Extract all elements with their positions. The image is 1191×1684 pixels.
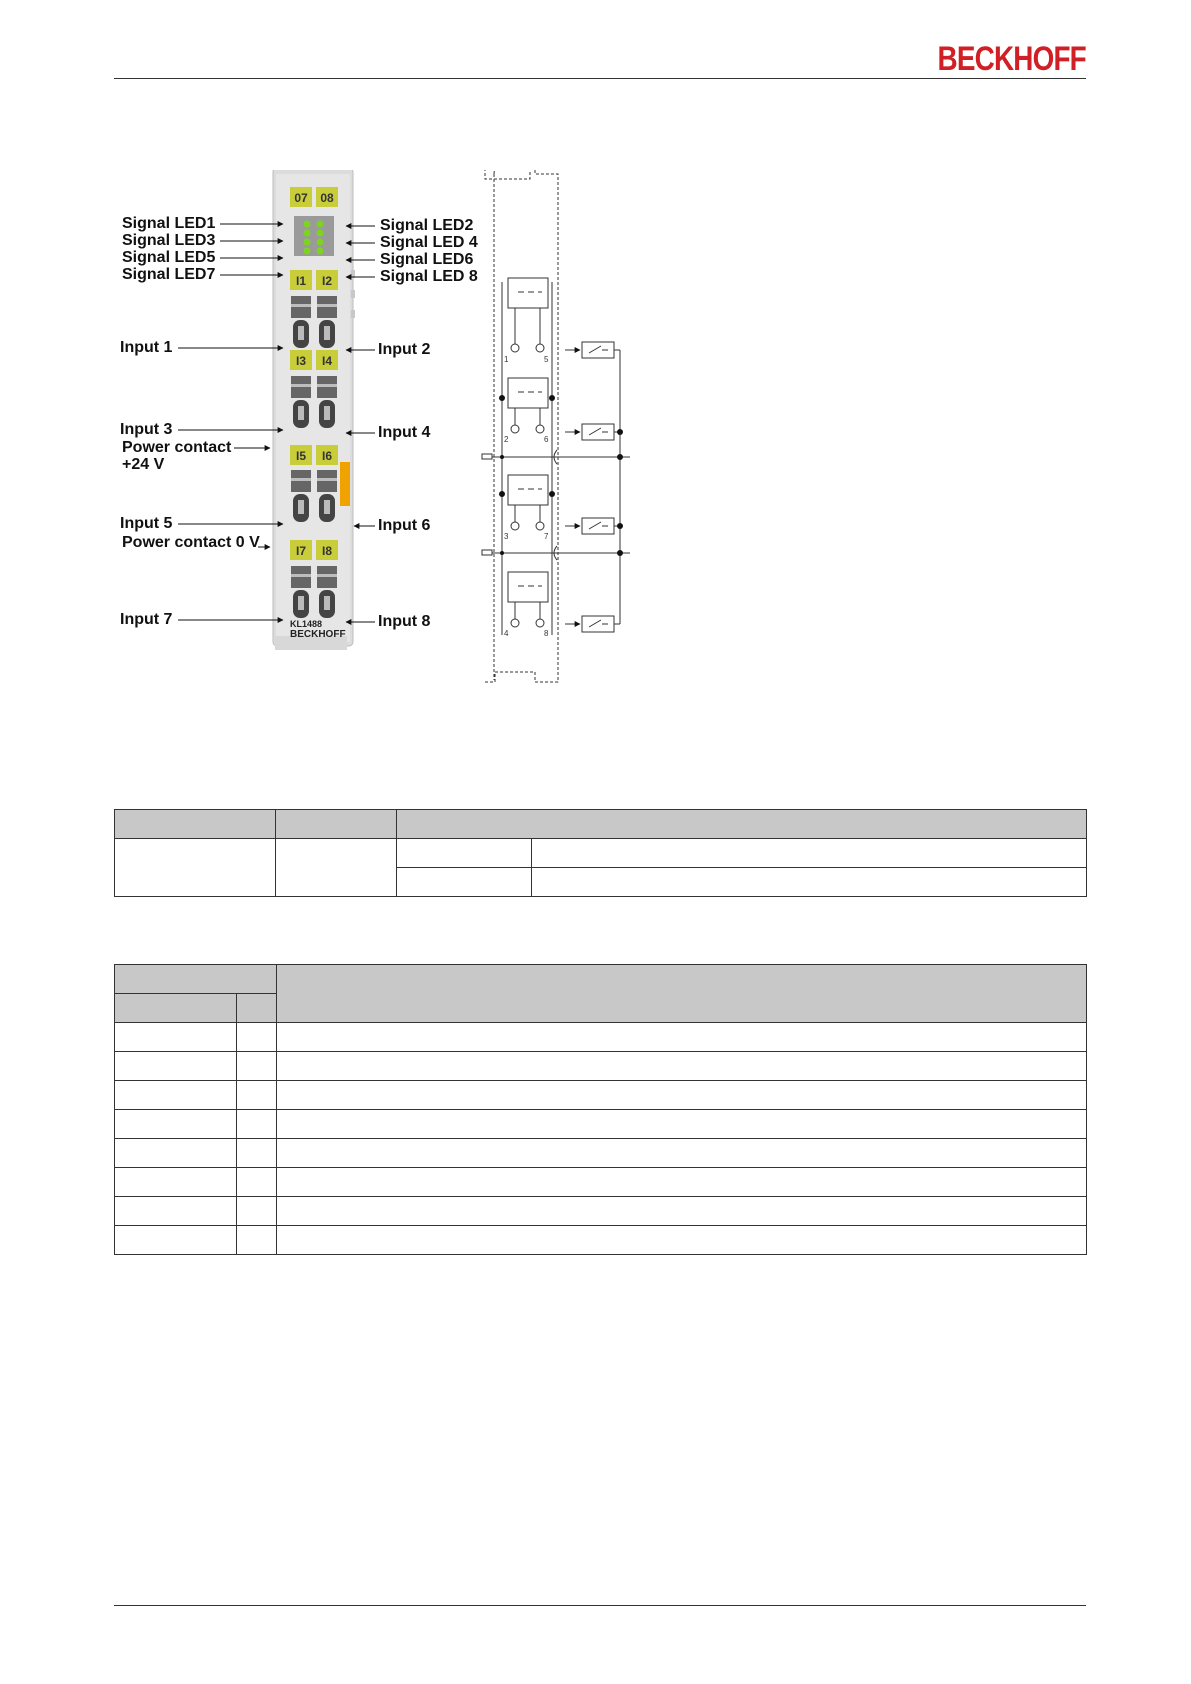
label-signal-led1: Signal LED1 <box>122 215 216 232</box>
table-row <box>115 1139 1087 1168</box>
led-window <box>294 216 334 256</box>
slot-label-i7 <box>290 540 312 560</box>
svg-text:07: 07 <box>294 191 308 205</box>
svg-text:I8: I8 <box>321 544 333 558</box>
table-header-cell <box>237 994 277 1023</box>
table-cell <box>277 1081 1087 1110</box>
table-cell <box>277 1168 1087 1197</box>
svg-text:I4: I4 <box>321 354 333 368</box>
label-input-7: Input 7 <box>120 611 173 628</box>
label-input-5: Input 5 <box>120 515 173 532</box>
table-cell <box>237 1139 277 1168</box>
footer-rule <box>114 1605 1086 1606</box>
terminal-number-7: 7 <box>544 532 549 541</box>
wiring-schematic <box>482 170 630 682</box>
table-row <box>115 1052 1087 1081</box>
table-cell <box>277 1226 1087 1255</box>
terminal-number-2: 2 <box>504 435 509 444</box>
table-cell <box>237 1197 277 1226</box>
slot-label-07 <box>290 187 312 207</box>
table-header-cell <box>276 810 397 839</box>
label-signal-led5: Signal LED5 <box>122 249 216 266</box>
terminal-number-4: 4 <box>504 629 509 638</box>
table-row <box>115 1023 1087 1052</box>
terminal-number-3: 3 <box>504 532 509 541</box>
table-cell <box>277 1110 1087 1139</box>
slot-label-i2 <box>316 270 338 290</box>
terminal-number-8: 8 <box>544 629 549 638</box>
terminal-number-6: 6 <box>544 435 549 444</box>
label-signal-led8: Signal LED 8 <box>380 268 478 285</box>
label-input-1: Input 1 <box>120 339 173 356</box>
table-row <box>115 1197 1087 1226</box>
connection-figure <box>110 170 630 710</box>
svg-text:08: 08 <box>320 191 334 205</box>
table-cell <box>237 1226 277 1255</box>
table-cell <box>277 1139 1087 1168</box>
table-row <box>115 1168 1087 1197</box>
svg-text:I2: I2 <box>321 274 333 288</box>
slot-label-i1 <box>290 270 312 290</box>
svg-text:I1: I1 <box>295 274 307 288</box>
label-input-4: Input 4 <box>378 424 431 441</box>
label-input-6: Input 6 <box>378 517 431 534</box>
label-power-contact-24v-value: +24 V <box>122 456 165 473</box>
label-signal-led2: Signal LED2 <box>380 217 474 234</box>
table-row <box>115 1226 1087 1255</box>
pin-assignment-table <box>114 964 1087 1255</box>
table-cell <box>115 1052 237 1081</box>
slot-label-i6 <box>316 445 338 465</box>
table-cell <box>115 1197 237 1226</box>
table-cell <box>115 1168 237 1197</box>
table-cell <box>277 1052 1087 1081</box>
table-header-cell <box>115 810 276 839</box>
slot-label-i4 <box>316 350 338 370</box>
terminal-brand: BECKHOFF <box>290 629 346 640</box>
brand-logo: BECKHOFF <box>937 40 1086 78</box>
slot-label-i5 <box>290 445 312 465</box>
table-cell <box>115 1226 237 1255</box>
terminal-number-1: 1 <box>504 355 509 364</box>
table-cell <box>237 1110 277 1139</box>
label-power-contact-24v: Power contact <box>122 439 232 456</box>
table-cell <box>397 868 532 897</box>
table-cell <box>276 839 397 897</box>
table-header-cell <box>115 965 277 994</box>
table-cell <box>237 1023 277 1052</box>
svg-text:I5: I5 <box>295 449 307 463</box>
table-cell <box>115 839 276 897</box>
slot-label-08 <box>316 187 338 207</box>
svg-text:I6: I6 <box>321 449 333 463</box>
led-table <box>114 809 1087 897</box>
table-header-cell <box>277 965 1087 1023</box>
table-header-cell <box>115 994 237 1023</box>
table-cell <box>237 1052 277 1081</box>
table-cell <box>277 1023 1087 1052</box>
table-row <box>115 1110 1087 1139</box>
table-cell <box>115 1023 237 1052</box>
label-signal-led3: Signal LED3 <box>122 232 216 249</box>
table-row <box>115 1081 1087 1110</box>
table-row <box>115 839 1087 868</box>
label-signal-led6: Signal LED6 <box>380 251 474 268</box>
table-cell <box>115 1110 237 1139</box>
table-cell <box>277 1197 1087 1226</box>
label-power-contact-0v: Power contact 0 V <box>122 534 260 551</box>
label-input-8: Input 8 <box>378 613 431 630</box>
slot-label-i3 <box>290 350 312 370</box>
label-signal-led7: Signal LED7 <box>122 266 216 283</box>
table-header-row <box>115 965 1087 994</box>
table-header-cell <box>397 810 1087 839</box>
label-input-3: Input 3 <box>120 421 173 438</box>
svg-text:I7: I7 <box>295 544 307 558</box>
table-cell <box>532 868 1087 897</box>
header-rule <box>114 78 1086 79</box>
terminal-model: KL1488 <box>290 619 323 629</box>
table-cell <box>237 1081 277 1110</box>
table-cell <box>397 839 532 868</box>
table-cell <box>115 1081 237 1110</box>
label-signal-led4: Signal LED 4 <box>380 234 478 251</box>
table-cell <box>115 1139 237 1168</box>
slot-label-i8 <box>316 540 338 560</box>
table-header-row <box>115 810 1087 839</box>
table-cell <box>532 839 1087 868</box>
terminal-number-5: 5 <box>544 355 549 364</box>
svg-text:I3: I3 <box>295 354 307 368</box>
table-cell <box>237 1168 277 1197</box>
label-input-2: Input 2 <box>378 341 431 358</box>
